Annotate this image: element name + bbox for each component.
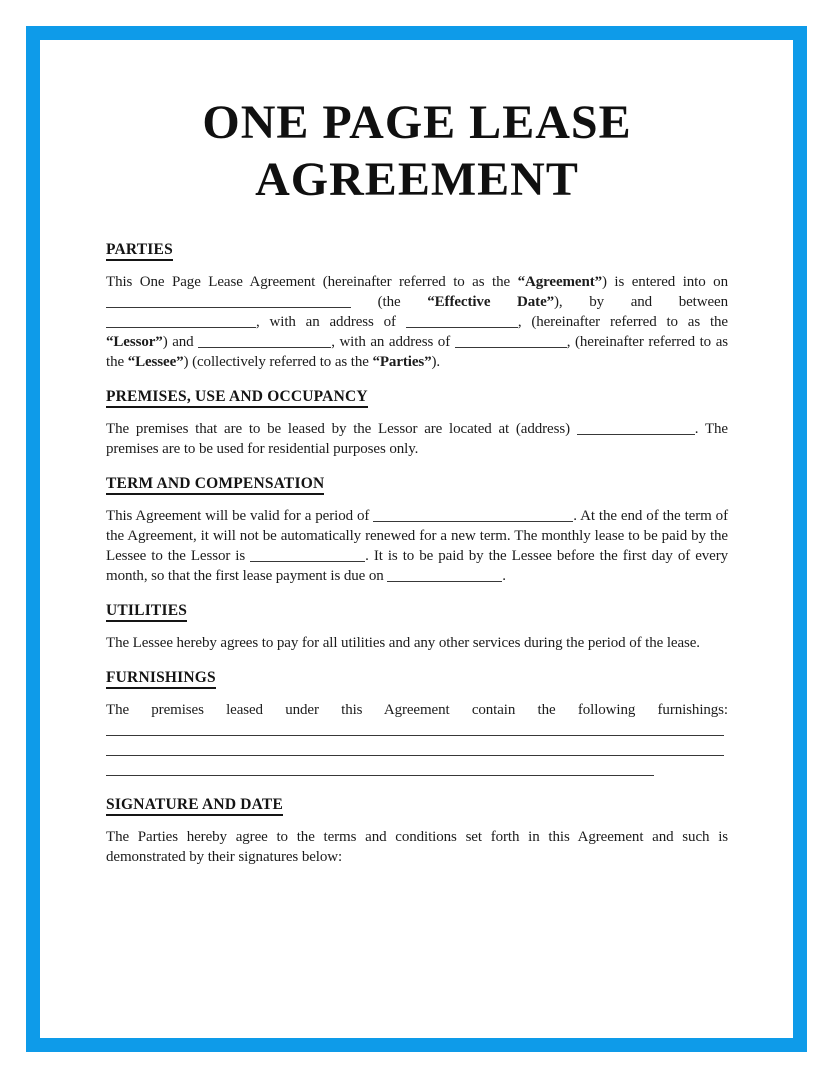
section-term xyxy=(106,474,728,586)
section-premises xyxy=(106,387,728,459)
section-furnishings xyxy=(106,668,728,780)
utilities-paragraph xyxy=(106,633,728,653)
bold-text-run: “Parties” xyxy=(372,354,432,370)
section-heading-term: TERM AND COMPENSATION xyxy=(106,474,728,494)
section-heading-premises: PREMISES, USE AND OCCUPANCY xyxy=(106,387,728,407)
signature-paragraph xyxy=(106,827,728,867)
text-run: ), by and between xyxy=(554,294,728,310)
fill-in-blank[interactable] xyxy=(198,335,331,348)
fill-in-blank[interactable] xyxy=(106,315,256,328)
text-run: The Lessee hereby agrees to pay for all utilities and any other services during the period of the lease. xyxy=(106,635,700,651)
text-run: . xyxy=(502,568,506,584)
section-heading-signature: SIGNATURE AND DATE xyxy=(106,795,728,815)
term-paragraph xyxy=(106,506,728,586)
fill-in-blank[interactable] xyxy=(106,295,351,308)
text-run: , (hereinafter referred to as the xyxy=(517,314,728,330)
bold-text-run: “Lessor” xyxy=(106,334,163,350)
section-heading-parties: PARTIES xyxy=(106,240,728,260)
text-run: (the xyxy=(351,294,428,310)
section-signature xyxy=(106,795,728,867)
document-title xyxy=(106,94,728,208)
text-run: , (hereinafter referred to as the xyxy=(106,334,728,370)
fill-in-blank[interactable] xyxy=(106,743,724,756)
fill-in-blank[interactable] xyxy=(455,335,567,348)
document-title-line1: ONE PAGE LEASE xyxy=(202,96,632,149)
text-run: The Parties hereby agree to the terms and conditions set forth in this Agreement and such is demonstrated by their signatures below: xyxy=(106,829,728,865)
fill-in-blank[interactable] xyxy=(406,315,518,328)
premises-paragraph xyxy=(106,419,728,459)
fill-in-blank[interactable] xyxy=(373,509,573,522)
text-run: , with an address of xyxy=(256,314,406,330)
fill-in-blank[interactable] xyxy=(577,422,695,435)
text-run: ) and xyxy=(162,334,199,350)
text-run: . At the end of the term of the Agreement, it will not be automatically renewed for a new term. The monthly lease to be paid by the Lessee to the Lessor is xyxy=(106,508,728,564)
text-run: The premises leased under this Agreement contain the following furnishings: xyxy=(106,702,728,718)
text-run: ) is entered into on xyxy=(602,274,728,290)
text-run: , with an address of xyxy=(331,334,455,350)
section-parties xyxy=(106,240,728,372)
text-run: The premises that are to be leased by the Lessor are located at (address) xyxy=(106,421,577,437)
furnishings-paragraph xyxy=(106,700,728,780)
text-run: ). xyxy=(431,354,441,370)
text-run: This One Page Lease Agreement (hereinafter referred to as the xyxy=(106,274,518,290)
text-run: ) (collectively referred to as the xyxy=(183,354,373,370)
text-run: . The premises are to be used for residential purposes only. xyxy=(106,421,728,457)
section-utilities xyxy=(106,601,728,653)
document-title-line2: AGREEMENT xyxy=(255,153,579,206)
bold-text-run: “Lessee” xyxy=(127,354,184,370)
fill-in-blank[interactable] xyxy=(250,549,365,562)
fill-in-blank[interactable] xyxy=(106,763,654,776)
section-heading-furnishings: FURNISHINGS xyxy=(106,668,728,688)
fill-in-blank[interactable] xyxy=(387,569,502,582)
parties-paragraph xyxy=(106,272,728,372)
section-heading-utilities: UTILITIES xyxy=(106,601,728,621)
text-run: . It is to be paid by the Lessee before the first day of every month, so that the first lease payment is due on xyxy=(106,548,729,584)
fill-in-blank[interactable] xyxy=(106,723,724,736)
document-content xyxy=(106,0,728,867)
text-run: This Agreement will be valid for a period of xyxy=(106,508,374,524)
bold-text-run: “Effective Date” xyxy=(427,294,555,310)
bold-text-run: “Agreement” xyxy=(517,274,602,290)
